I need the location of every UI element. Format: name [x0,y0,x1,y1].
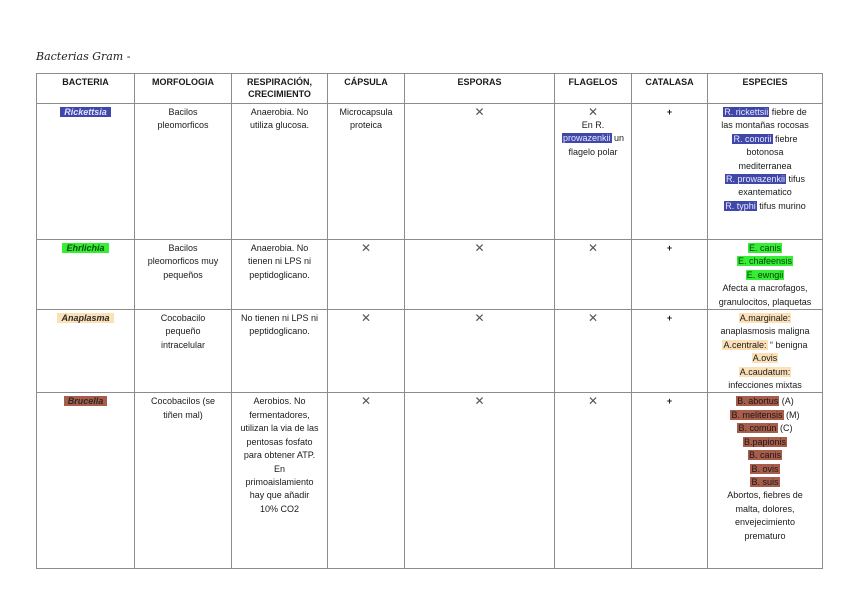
header-flagelos: FLAGELOS [555,74,632,104]
morfologia-cell [135,393,232,569]
respiracion-line: No tienen ni LPS ni [240,313,319,324]
capsula-cell [328,393,405,569]
absent-cross-icon: ✕ [587,105,599,119]
flagelos-cell [555,393,632,569]
species-text: granulocitos, plaquetas [718,296,812,307]
species-highlight: B. ovis [751,463,779,474]
species-highlight: B. abortus [737,396,779,407]
catalasa-cell [632,240,708,310]
bacteria-name: Ehrlichia [62,243,108,253]
species-highlight: B. melitensis [731,409,783,420]
species-highlight: B. canis [748,450,781,461]
especies-cell [708,310,823,393]
absent-cross-icon: ✕ [474,105,485,119]
bacteria-cell [37,310,135,393]
especies-cell [708,104,823,240]
respiracion-line: utilizan la via de las [240,423,319,434]
morfologia-cell [135,104,232,240]
absent-cross-icon: ✕ [474,241,485,255]
header-especies: ESPECIES [708,74,823,104]
table-row-ehrlichia [37,240,823,310]
especies-cell [708,240,823,310]
catalasa-cell [632,104,708,240]
species-highlight: A.marginale: [739,313,791,324]
respiracion-line: peptidoglicano. [249,269,310,280]
morfologia-line: Bacilos [168,243,198,253]
capsula-cell [328,240,405,310]
species-highlight: B. suis [751,476,779,487]
respiracion-line: fermentadores, [249,409,310,420]
respiracion-line: primoaislamiento [245,476,314,487]
respiracion-line: utiliza glucosa. [249,120,310,131]
bacteria-cell [37,240,135,310]
absent-cross-icon: ✕ [587,241,599,255]
respiracion-cell [232,310,328,393]
morfologia-line: pequeños [163,269,203,280]
species-text: (C) [777,423,793,434]
table-row-brucella [37,393,823,569]
flagelos-line: un [614,133,625,144]
header-catalasa: CATALASA [632,74,708,104]
header-capsula: CÁPSULA [328,74,405,104]
species-highlight: E. ewngii [746,269,784,280]
respiracion-line: tienen ni LPS ni [247,256,312,267]
flagelos-cell [555,240,632,310]
species-text: (A) [779,396,794,407]
species-text: mediterranea [738,160,792,171]
species-highlight: R. conorii [733,133,772,144]
catalasa-cell [632,393,708,569]
esporas-cell [405,310,555,393]
bacteria-name: Brucella [64,396,108,406]
species-text: fiebre [772,133,798,144]
species-text: fiebre de [769,107,807,117]
document-title: Bacterias Gram - [36,50,131,63]
species-highlight: R. rickettsii [724,107,769,117]
species-text: Afecta a macrofagos, [722,283,808,294]
species-text: Abortos, fiebres de [727,490,803,501]
species-highlight: E. chafeensis [737,256,793,267]
table-header-row [37,74,823,104]
capsula-line: proteica [349,120,383,131]
species-text: envejecimiento [734,517,796,528]
respiracion-line: 10% CO2 [259,503,300,514]
flagelos-cell [555,104,632,240]
respiracion-line: Aerobios. No [253,396,306,407]
absent-cross-icon: ✕ [587,394,599,409]
species-text: botonosa [746,147,784,158]
morfologia-line: Cocobacilos (se [150,396,216,407]
bacteria-name: Anaplasma [57,313,113,323]
species-text: las montañas rocosas [721,120,809,131]
respiracion-line: peptidoglicano. [249,326,310,337]
catalasa-positive: + [666,396,673,407]
flagelos-cell [555,310,632,393]
capsula-cell [328,104,405,240]
bacteria-cell [37,104,135,240]
absent-cross-icon: ✕ [474,394,485,409]
morfologia-line: pequeño [165,326,201,337]
species-text: exantematico [738,187,792,198]
species-text: anaplasmosis maligna [720,326,810,337]
species-highlight: E. canis [748,243,781,253]
morfologia-line: Bacilos [168,107,198,117]
morfologia-cell [135,240,232,310]
morfologia-cell [135,310,232,393]
bacteria-table [36,73,823,569]
species-text: tifus murino [756,200,806,211]
especies-cell [708,393,823,569]
flagelos-line: flagelo polar [568,146,618,157]
respiracion-line: para obtener ATP. [243,450,316,461]
absent-cross-icon: ✕ [360,311,372,326]
respiracion-line: Anaerobia. No [250,243,309,253]
esporas-cell [405,393,555,569]
species-highlight: A.centrale: [723,339,767,350]
respiracion-line: Anaerobia. No [250,107,309,117]
header-morfologia: MORFOLOGIA [135,74,232,104]
species-highlight: R. typhi [725,200,756,211]
morfologia-line: Cocobacilo [160,313,206,324]
species-highlight: prowazenkii [562,133,611,144]
esporas-cell [405,104,555,240]
species-text: tifus [786,174,806,185]
capsula-line: Microcapsula [339,107,393,117]
species-text: “ benigna [767,339,808,350]
morfologia-line: tiñen mal) [163,409,203,420]
species-text: malta, dolores, [735,503,795,514]
species-highlight: B. común [738,423,777,434]
bacteria-cell [37,393,135,569]
catalasa-positive: + [666,313,673,324]
respiracion-cell [232,104,328,240]
species-highlight: R. prowazenkii [725,174,785,185]
catalasa-positive: + [666,107,673,117]
respiracion-line: En [273,463,285,474]
absent-cross-icon: ✕ [360,394,372,409]
catalasa-positive: + [666,243,673,253]
catalasa-cell [632,310,708,393]
species-text: prematuro [744,530,786,541]
flagelos-line: En R. [581,120,605,130]
bacteria-name: Rickettsia [60,107,111,117]
morfologia-line: intracelular [160,339,206,350]
capsula-cell [328,310,405,393]
respiracion-line: pentosas fosfato [246,436,313,447]
absent-cross-icon: ✕ [360,241,372,255]
absent-cross-icon: ✕ [474,311,485,326]
respiracion-cell [232,240,328,310]
esporas-cell [405,240,555,310]
header-bacteria: BACTERIA [37,74,135,104]
header-esporas: ESPORAS [405,74,555,104]
species-highlight: A.ovis [752,353,778,364]
morfologia-line: pleomorficos [157,120,209,131]
species-text: (M) [783,409,800,420]
table-row-rickettsia [37,104,823,240]
absent-cross-icon: ✕ [587,311,599,326]
respiracion-line: hay que añadir [249,490,310,501]
species-text: infecciones mixtas [728,380,802,391]
species-highlight: B.papionis [743,436,787,447]
morfologia-line: pleomorficos muy [147,256,219,267]
species-highlight: A.caudatum: [739,366,791,377]
table-row-anaplasma [37,310,823,393]
header-respiracion: RESPIRACIÓN, CRECIMIENTO [232,74,328,104]
respiracion-cell [232,393,328,569]
